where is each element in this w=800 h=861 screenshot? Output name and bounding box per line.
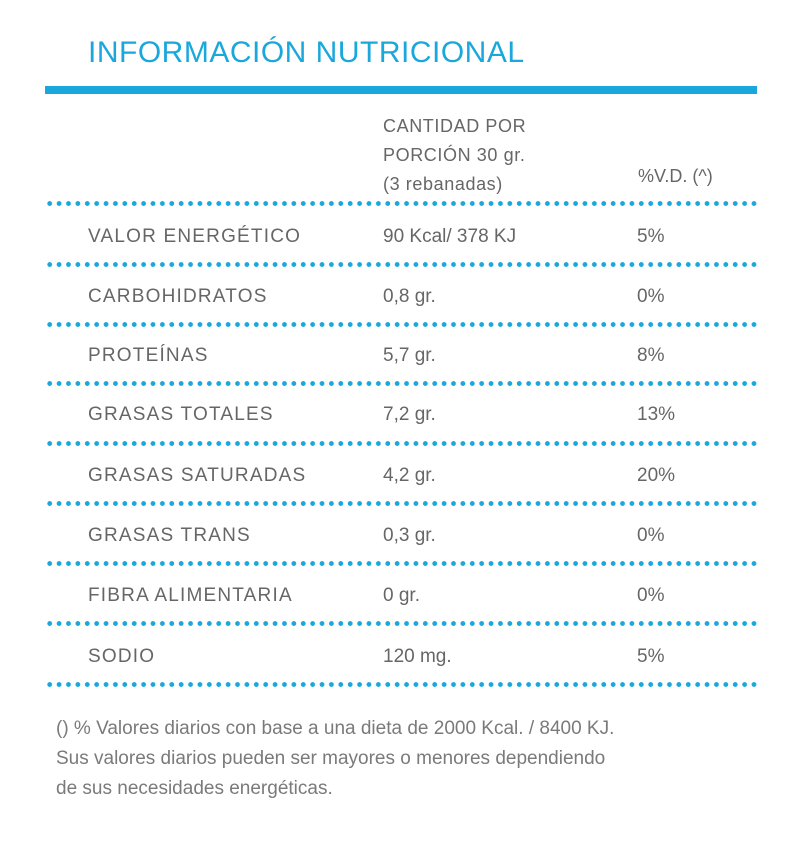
daily-value-header: %V.D. (^)	[638, 166, 713, 186]
nutrient-row-total-fat	[0, 404, 800, 434]
nutrient-daily-value: 0%	[637, 585, 665, 606]
nutrient-quantity: 7,2 gr.	[383, 404, 436, 425]
nutrient-daily-value: 5%	[637, 226, 665, 247]
nutrient-quantity: 0 gr.	[383, 585, 420, 606]
nutrient-daily-value: 0%	[637, 525, 665, 546]
nutrient-name: CARBOHIDRATOS	[88, 286, 268, 307]
amount-header-line-1: CANTIDAD POR	[383, 116, 527, 136]
dotted-divider	[45, 322, 757, 327]
footnote-line-3: de sus necesidades energéticas.	[56, 778, 333, 799]
nutrient-row-sodium	[0, 646, 800, 676]
nutrient-row-energy	[0, 226, 800, 256]
nutrient-name: PROTEÍNAS	[88, 345, 209, 366]
nutrient-row-trans-fat	[0, 525, 800, 555]
nutrient-quantity: 5,7 gr.	[383, 345, 436, 366]
amount-per-serving-header	[383, 112, 603, 199]
footnote-line-2: Sus valores diarios pueden ser mayores o menores dependiendo	[56, 748, 606, 769]
dotted-divider	[45, 682, 757, 687]
dotted-divider	[45, 441, 757, 446]
nutrient-name: GRASAS TRANS	[88, 525, 251, 546]
footnote	[56, 714, 776, 804]
nutrient-daily-value: 13%	[637, 404, 676, 425]
amount-header-line-3: (3 rebanadas)	[383, 174, 503, 194]
nutrient-row-carbohydrates	[0, 286, 800, 316]
nutrient-name: GRASAS TOTALES	[88, 404, 274, 425]
nutrient-daily-value: 20%	[637, 465, 676, 486]
nutrient-daily-value: 5%	[637, 646, 665, 667]
nutrient-quantity: 0,3 gr.	[383, 525, 436, 546]
nutrient-daily-value: 0%	[637, 286, 665, 307]
dotted-divider	[45, 621, 757, 626]
nutrient-quantity: 0,8 gr.	[383, 286, 436, 307]
nutrient-name: SODIO	[88, 646, 156, 667]
nutrient-row-fiber	[0, 585, 800, 615]
nutrient-quantity: 4,2 gr.	[383, 465, 436, 486]
nutrient-daily-value: 8%	[637, 345, 665, 366]
nutrient-row-saturated-fat	[0, 465, 800, 495]
nutrient-row-proteins	[0, 345, 800, 375]
dotted-divider	[45, 561, 757, 566]
nutrient-quantity: 120 mg.	[383, 646, 452, 667]
dotted-divider	[45, 381, 757, 386]
nutrient-name: GRASAS SATURADAS	[88, 465, 307, 486]
footnote-line-1: () % Valores diarios con base a una dieta de 2000 Kcal. / 8400 KJ.	[56, 718, 615, 739]
title-underline	[45, 86, 757, 94]
nutrient-name: VALOR ENERGÉTICO	[88, 226, 302, 247]
amount-header-line-2: PORCIÓN 30 gr.	[383, 145, 526, 165]
dotted-divider	[45, 501, 757, 506]
dotted-divider	[45, 262, 757, 267]
nutrient-name: FIBRA ALIMENTARIA	[88, 585, 293, 606]
dotted-divider	[45, 201, 757, 206]
page-title: INFORMACIÓN NUTRICIONAL	[88, 36, 525, 69]
nutrient-quantity: 90 Kcal/ 378 KJ	[383, 226, 517, 247]
